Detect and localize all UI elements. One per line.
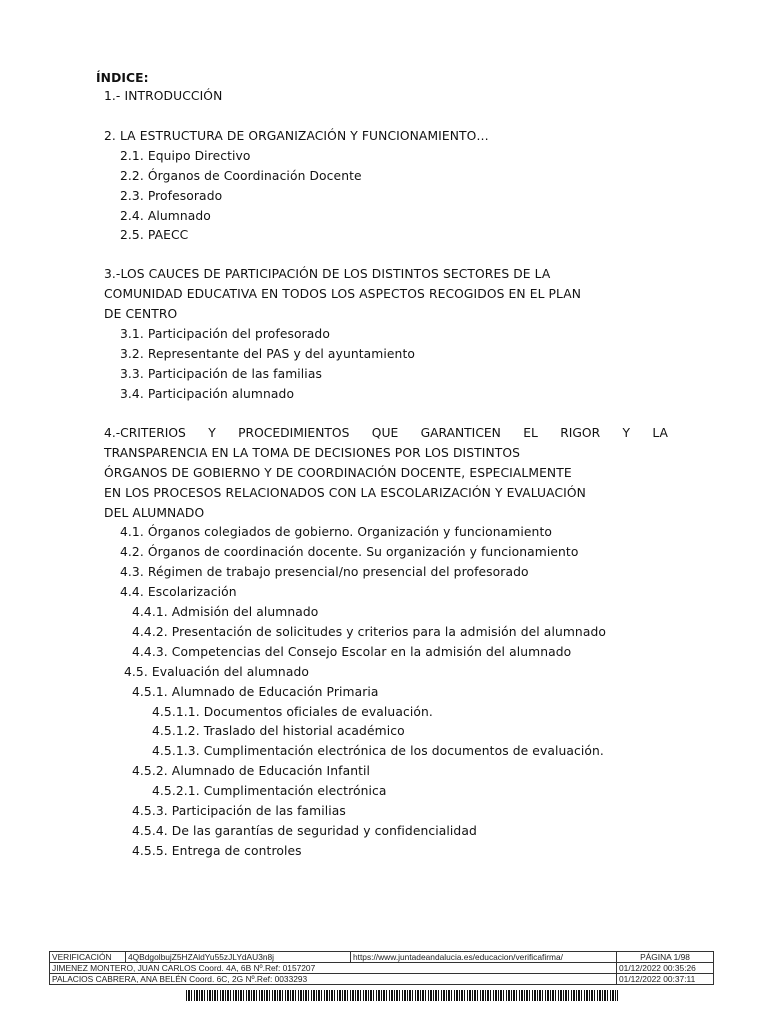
toc-item: 4.4. Escolarización — [120, 585, 237, 599]
toc-item: 4.4.2. Presentación de solicitudes y criterios para la admisión del alumnado — [132, 625, 606, 639]
toc-item: 2.5. PAECC — [120, 228, 189, 242]
section-3-heading-line: 3.-LOS CAUCES DE PARTICIPACIÓN DE LOS DISTINTOS SECTORES DE LA — [104, 267, 551, 281]
toc-item: 4.5. Evaluación del alumnado — [124, 665, 309, 679]
heading-word: LA — [652, 426, 668, 440]
index-title: ÍNDICE: — [96, 71, 149, 85]
verification-table — [49, 951, 714, 985]
heading-word: PROCEDIMIENTOS — [238, 426, 350, 440]
heading-word: Y — [208, 426, 216, 440]
signature-date: 01/12/2022 00:35:26 — [617, 963, 714, 974]
verification-url-link[interactable]: https://www.juntadeandalucia.es/educacion/verificafirma/ — [351, 952, 617, 963]
verification-label: VERIFICACIÓN — [50, 952, 126, 963]
signer-row — [50, 963, 714, 974]
page-number: PÁGINA 1/98 — [617, 952, 714, 963]
toc-item: 3.1. Participación del profesorado — [120, 327, 330, 341]
heading-word: 4.-CRITERIOS — [104, 426, 186, 440]
toc-item: 2.2. Órganos de Coordinación Docente — [120, 169, 362, 183]
toc-item: 3.3. Participación de las familias — [120, 367, 322, 381]
toc-item: 4.2. Órganos de coordinación docente. Su organización y funcionamiento — [120, 545, 579, 559]
section-4-heading-line: TRANSPARENCIA EN LA TOMA DE DECISIONES POR LOS DISTINTOS — [104, 446, 521, 460]
toc-item: 4.3. Régimen de trabajo presencial/no presencial del profesorado — [120, 565, 529, 579]
section-3-heading-line: DE CENTRO — [104, 307, 178, 321]
section-4-heading-line: EN LOS PROCESOS RELACIONADOS CON LA ESCOLARIZACIÓN Y EVALUACIÓN — [104, 486, 586, 500]
section-4-heading-line: ÓRGANOS DE GOBIERNO Y DE COORDINACIÓN DOCENTE, ESPECIALMENTE — [104, 466, 572, 480]
heading-word: GARANTICEN — [420, 426, 501, 440]
toc-item: 4.1. Órganos colegiados de gobierno. Organización y funcionamiento — [120, 525, 552, 539]
toc-item: 2.3. Profesorado — [120, 189, 223, 203]
toc-item: 4.5.1.2. Traslado del historial académico — [152, 724, 405, 738]
verification-row — [50, 952, 714, 963]
toc-item: 4.5.1.1. Documentos oficiales de evaluación. — [152, 705, 433, 719]
verification-code: 4QBdgolbujZ5HZAldYu55zJLYdAU3n8j — [126, 952, 351, 963]
toc-item: 4.5.5. Entrega de controles — [132, 844, 302, 858]
toc-item: 2.1. Equipo Directivo — [120, 149, 251, 163]
section-4-heading-line: DEL ALUMNADO — [104, 506, 205, 520]
heading-word: RIGOR — [560, 426, 601, 440]
signer-name: PALACIOS CABRERA, ANA BELÉN Coord. 6C, 2G Nº.Ref: 0033293 — [50, 974, 617, 985]
section-2-heading: 2. LA ESTRUCTURA DE ORGANIZACIÓN Y FUNCIONAMIENTO… — [104, 129, 489, 143]
toc-item: 4.5.4. De las garantías de seguridad y confidencialidad — [132, 824, 477, 838]
heading-word: Y — [622, 426, 631, 440]
heading-word: QUE — [371, 426, 399, 440]
signer-name: JIMENEZ MONTERO, JUAN CARLOS Coord. 4A, 6B Nº.Ref: 0157207 — [50, 963, 617, 974]
toc-item: 4.5.3. Participación de las familias — [132, 804, 346, 818]
toc-item: 4.5.2.1. Cumplimentación electrónica — [152, 784, 387, 798]
section-3-heading-line: COMUNIDAD EDUCATIVA EN TODOS LOS ASPECTOS RECOGIDOS EN EL PLAN — [104, 287, 582, 301]
signer-row — [50, 974, 714, 985]
toc-item: 4.5.1. Alumnado de Educación Primaria — [132, 685, 379, 699]
toc-item: 4.4.3. Competencias del Consejo Escolar en la admisión del alumnado — [132, 645, 572, 659]
toc-item: 2.4. Alumnado — [120, 209, 211, 223]
signature-date: 01/12/2022 00:37:11 — [617, 974, 714, 985]
signature-footer — [49, 951, 713, 985]
toc-item: 3.2. Representante del PAS y del ayuntamiento — [120, 347, 415, 361]
toc-item: 3.4. Participación alumnado — [120, 387, 295, 401]
heading-word: EL — [523, 426, 538, 440]
toc-item: 4.5.2. Alumnado de Educación Infantil — [132, 764, 371, 778]
section-1-heading: 1.- INTRODUCCIÓN — [104, 89, 223, 103]
barcode-image — [186, 990, 618, 1001]
toc-item: 4.5.1.3. Cumplimentación electrónica de los documentos de evaluación. — [152, 744, 604, 758]
toc-item: 4.4.1. Admisión del alumnado — [132, 605, 319, 619]
section-4-heading-first-line — [104, 425, 668, 441]
